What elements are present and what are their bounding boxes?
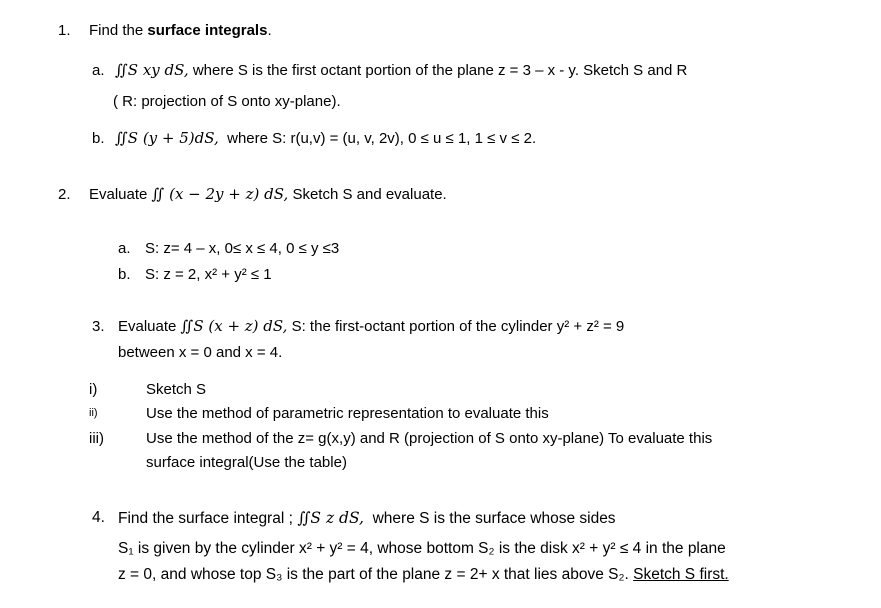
q2b-label: b. — [118, 266, 131, 283]
q2-text: Sketch S and evaluate. — [292, 186, 447, 203]
q1a-text: where S is the first octant portion of the plane z = 3 – x - y. Sketch S and R — [192, 62, 688, 79]
q2a-text: S: z= 4 – x, 0≤ x ≤ 4, 0 ≤ y ≤3 — [145, 240, 340, 257]
q4-lead: Find the surface integral ; — [118, 510, 293, 527]
q1a-math: ∬S xy dS, — [115, 61, 189, 79]
q1a-note: ( R: projection of S onto xy-plane). — [113, 93, 341, 110]
q2-number: 2. — [58, 186, 71, 203]
q4-math: ∬S z dS, — [297, 509, 364, 527]
q3-item-label: ii) — [89, 407, 98, 419]
q1-heading-bold: surface integrals — [147, 22, 268, 39]
q4-line2: S₁ is given by the cylinder x² + y² = 4, whose bottom S₂ is the disk x² + y² ≤ 4 in the plane — [118, 540, 726, 557]
q3-item-text: Use the method of the z= g(x,y) and R (projection of S onto xy-plane) To evaluate this — [146, 430, 713, 447]
q1-number: 1. — [58, 22, 71, 39]
q3-text: S: the first-octant portion of the cylinder y² + z² = 9 — [291, 318, 625, 335]
q3-item-label: iii) — [89, 430, 104, 447]
q1-heading-tail: . — [267, 22, 272, 39]
q1a-label: a. — [92, 62, 105, 79]
q3-item-text: Use the method of parametric representation to evaluate this — [146, 405, 549, 422]
q1-heading-lead: Find the — [89, 22, 148, 39]
q1-heading — [89, 21, 272, 40]
q3-item-label: i) — [89, 381, 98, 398]
q4-number: 4. — [92, 509, 105, 526]
q1b-line — [115, 129, 536, 148]
q4-sketch-note: Sketch S first. — [633, 566, 729, 583]
q2-lead: Evaluate — [89, 186, 148, 203]
q3-item-text-continued: surface integral(Use the table) — [146, 454, 347, 471]
q1a-line — [115, 61, 687, 80]
q1b-text: where S: r(u,v) = (u, v, 2v), 0 ≤ u ≤ 1, 1 ≤ v ≤ 2. — [227, 130, 537, 147]
q2a-label: a. — [118, 240, 131, 257]
q3-item-text: Sketch S — [146, 381, 207, 398]
q3-math: ∬S (x + z) dS, — [180, 317, 288, 335]
q1b-math: ∬S (y + 5)dS, — [115, 129, 219, 147]
q4-text: where S is the surface whose sides — [372, 510, 616, 527]
q1b-label: b. — [92, 130, 105, 147]
q4-heading — [118, 508, 616, 529]
q4-line3 — [118, 565, 729, 585]
q2-heading — [89, 185, 447, 204]
q2b-text: S: z = 2, x² + y² ≤ 1 — [145, 266, 272, 283]
q3-line2: between x = 0 and x = 4. — [118, 344, 283, 361]
q2-math: ∬ (x − 2y + z) dS, — [151, 185, 289, 203]
q4-line3-text: z = 0, and whose top S₃ is the part of the plane z = 2+ x that lies above S₂. — [118, 566, 629, 583]
q3-number: 3. — [92, 318, 105, 335]
q3-lead: Evaluate — [118, 318, 177, 335]
q3-heading — [118, 317, 624, 336]
